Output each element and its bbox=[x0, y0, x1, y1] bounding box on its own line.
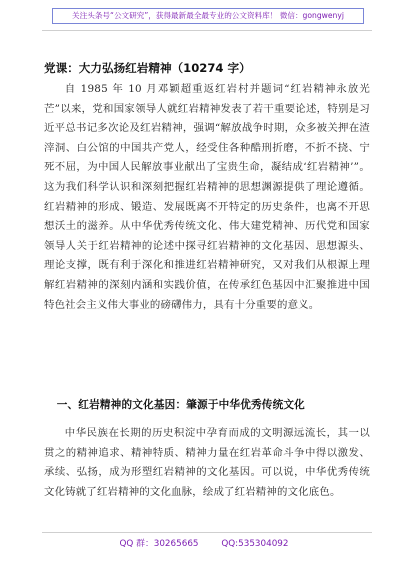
document-title: 党课：大力弘扬红岩精神（10274 字） bbox=[44, 61, 251, 75]
footer-qq-group: QQ 群：30265665 bbox=[119, 539, 199, 549]
footer bbox=[0, 536, 408, 549]
footer-divider bbox=[42, 532, 372, 533]
header-banner: 关注头条号“公文研究”，获得最新最全最专业的公文资料库！ 微信：gongwenyj bbox=[52, 8, 364, 24]
body-paragraph-2: 中华民族在长期的历史积淀中孕育而成的文明源远流长，其一以贯之的精神追求、精神特质、精神力量在红岩革命斗争中得以激发、承续、弘扬，成为形塑红岩精神的文化基因。可以说，中华优秀传统文化铸就了红岩精神的文化血脉，绘成了红岩精神的文化底色。 bbox=[44, 427, 370, 498]
header-divider bbox=[42, 30, 372, 31]
section-heading-1: 一、红岩精神的文化基因：肇源于中华优秀传统文化 bbox=[56, 399, 305, 411]
footer-qq: QQ:535304092 bbox=[221, 539, 289, 549]
body-paragraph-1: 自 1985 年 10 月邓颖超重返红岩村并题词“红岩精神永放光芒”以来，党和国家领导人就红岩精神发表了若干重要论述，特别是习近平总书记多次论及红岩精神，强调“解放战争时期，众多被关押在渣滓洞、白公馆的中国共产党人，经受住各种酷刑折磨，不折不挠、宁死不屈，为中国人民解放事业献出了宝贵生命，凝结成‘红岩精神’”。这为我们科学认识和深刻把握红岩精神的思想渊源提供了理论遵循。红岩精神的形成、锻造、发展既离不开特定的历史条件，也离不开思想沃土的滋养。从中华优秀传统文化、伟大建党精神、历代党和国家领导人关于红岩精神的论述中探寻红岩精神的文化基因、思想源头、理论支撑，既有利于深化和推进红岩精神研究，又对我们从根源上理解红岩精神的深刻内涵和实践价值，在传承红色基因中汇聚推进中国特色社会主义伟大事业的磅礴伟力，具有十分重要的意义。 bbox=[44, 83, 370, 311]
